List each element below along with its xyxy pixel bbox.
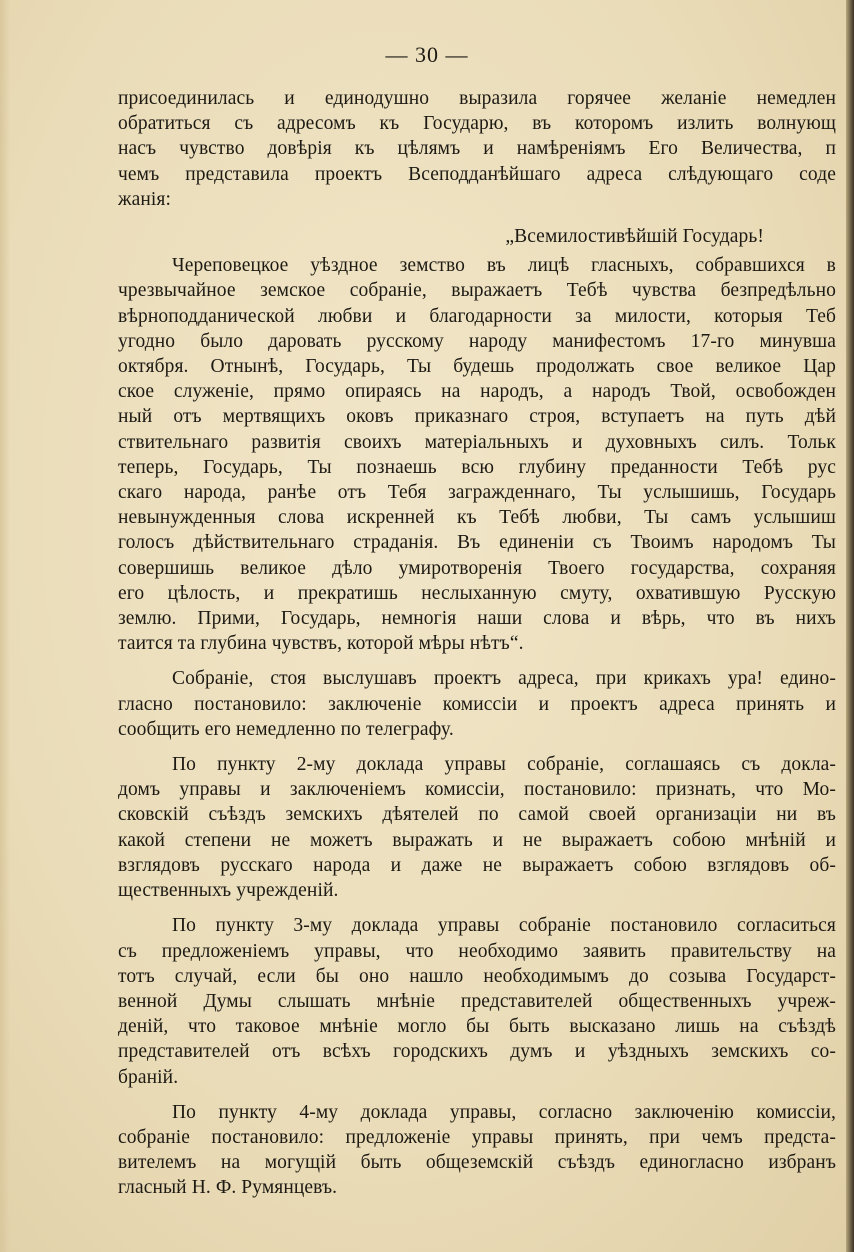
paragraph-address: [118, 253, 836, 656]
text-line: деній, что таковое мнѣніе могло бы быть высказано лишь на съѣздѣ: [118, 1016, 836, 1038]
text-line: гласно постановило: заключеніе комиссіи и проектъ адреса принять и: [118, 693, 836, 715]
text-line: По пункту 4-му доклада управы, согласно заключенію комиссіи,: [172, 1101, 836, 1123]
text-line: По пункту 2-му доклада управы собраніе, соглашаясь съ докла-: [172, 754, 836, 776]
text-line: совершишь великое дѣло умиротворенія Твоего государства, сохраняя: [118, 557, 836, 579]
paragraph-point-4: [118, 1100, 836, 1201]
text-line: тотъ случай, если бы оно нашло необходимымъ до созыва Государст-: [118, 965, 836, 987]
text-line: браній.: [118, 1066, 179, 1088]
text-line: насъ чувство довѣрія къ цѣлямъ и намѣреніямъ Его Величества, п: [118, 138, 836, 160]
page-number: — 30 —: [385, 42, 469, 67]
text-line: ствительнаго развитія своихъ матеріальныхъ и духовныхъ силъ. Тольк: [118, 431, 836, 453]
paragraph-point-2: [118, 752, 836, 903]
text-line: представителей отъ всѣхъ городскихъ думъ и уѣздныхъ земскихъ со-: [118, 1041, 836, 1063]
text-line: Череповецкое уѣздное земство въ лицѣ гласныхъ, собравшихся в: [172, 255, 836, 277]
text-line: вителемъ на могущій быть общеземскій съѣздъ единогласно избранъ: [118, 1152, 836, 1174]
text-line: какой степени не можетъ выражать и не выражаетъ собою мнѣній и: [118, 829, 836, 851]
text-line: По пункту 3-му доклада управы собраніе постановило согласиться: [172, 915, 836, 937]
text-line: таится та глубина чувствъ, которой мѣры нѣтъ“.: [118, 633, 524, 655]
text-line: невынужденныя слова искренней къ Тебѣ любви, Ты самъ услышиш: [118, 507, 836, 529]
text-line: венной Думы слышать мнѣніе представителей общественныхъ учреж-: [118, 990, 836, 1012]
text-line: землю. Прими, Государь, немногія наши слова и вѣрь, что въ нихъ: [118, 608, 836, 630]
text-line: скаго народа, ранѣе отъ Тебя загражденнаго, Ты услышишь, Государь: [118, 482, 836, 504]
text-line: вѣрноподданической любви и благодарности за милости, которыя Теб: [118, 305, 836, 327]
paragraph-point-3: [118, 913, 836, 1089]
text-line: домъ управы и заключеніемъ комиссіи, постановило: признать, что Мо-: [118, 779, 836, 801]
text-line: собраніе постановило: предложеніе управы принять, при чемъ предста-: [118, 1126, 836, 1148]
text-line: щественныхъ учрежденій.: [118, 880, 339, 902]
text-line: обратиться съ адресомъ къ Государю, въ которомъ излить волнующ: [118, 113, 836, 135]
text-line: чемъ представила проектъ Всеподданѣйшаго адреса слѣдующаго соде: [118, 163, 836, 185]
text-line: его цѣлость, и прекратишь неслыханную смуту, охватившую Русскую: [118, 582, 836, 604]
address-salutation: „Всемилостивѣйшій Государь!: [505, 226, 764, 248]
text-line: ный отъ мертвящихъ оковъ приказнаго строя, вступаетъ на путь дѣй: [118, 406, 836, 428]
text-line: ское служеніе, прямо опираясь на народъ, а народъ Твой, освобожден: [118, 381, 836, 403]
text-line: теперь, Государь, Ты познаешь всю глубину преданности Тебѣ рус: [118, 456, 836, 478]
text-line: чрезвычайное земское собраніе, выражаетъ Тебѣ чувства безпредѣльно: [118, 280, 836, 302]
paragraph-opening: [118, 86, 836, 212]
page-right-edge: [846, 0, 854, 1252]
text-line: голосъ дѣйствительнаго страданія. Въ единеніи съ Твоимъ народомъ Ты: [118, 532, 836, 554]
text-line: сообщить его немедленно по телеграфу.: [118, 718, 454, 740]
page-left-shadow: [0, 0, 10, 1252]
text-line: съ предложеніемъ управы, что необходимо заявить правительству на: [118, 940, 836, 962]
text-line: сковскій съѣздъ земскихъ дѣятелей по самой своей организаціи ни въ: [118, 804, 836, 826]
text-line: жанія:: [118, 188, 171, 210]
text-line: присоединилась и единодушно выразила горячее желаніе немедлен: [118, 88, 836, 109]
paragraph-assembly-decision: [118, 666, 836, 742]
text-line: гласный Н. Ф. Румянцевъ.: [118, 1177, 338, 1199]
text-line: взглядовъ русскаго народа и даже не выражаетъ собою взглядовъ об-: [118, 854, 836, 876]
body-text: [118, 86, 836, 1201]
text-line: угодно было даровать русскому народу манифестомъ 17-го минувша: [118, 330, 836, 352]
text-line: Собраніе, стоя выслушавъ проектъ адреса, при крикахъ ура! едино-: [172, 668, 836, 690]
text-line: октября. Отнынѣ, Государь, Ты будешь продолжать свое великое Цар: [118, 356, 836, 378]
